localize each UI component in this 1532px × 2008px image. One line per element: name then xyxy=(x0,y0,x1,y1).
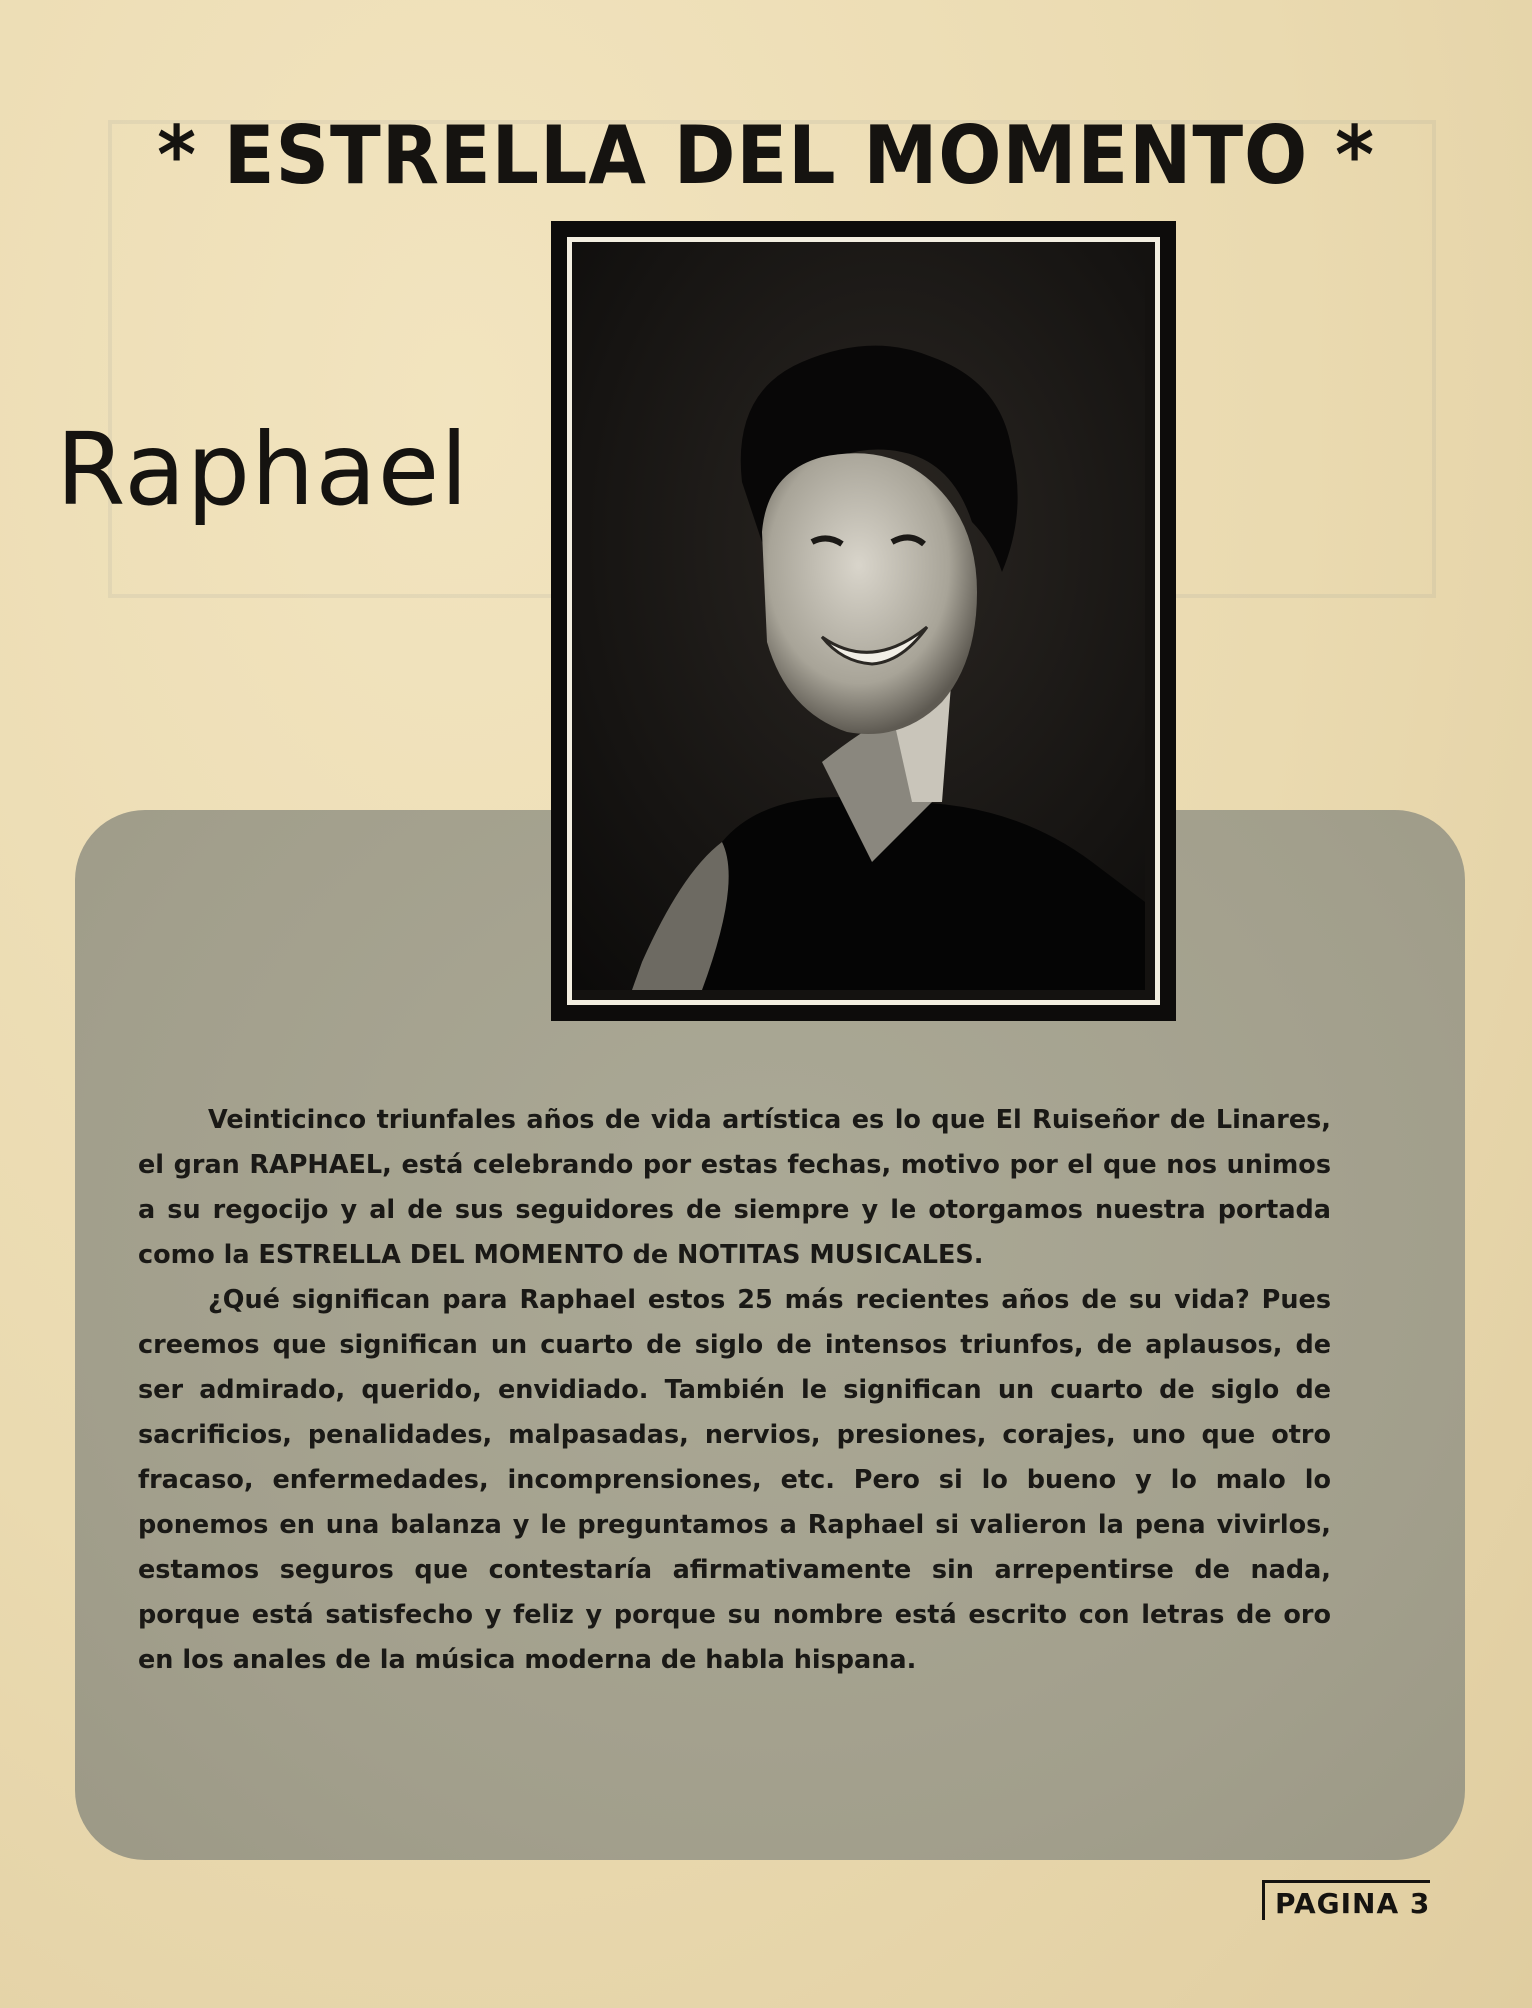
artist-name: Raphael xyxy=(56,411,470,528)
portrait-photo-frame xyxy=(551,221,1176,1021)
article-paragraph-1: Veinticinco triunfales años de vida artística es lo que El Ruiseñor de Linares, el gran RAPHAEL, está celebrando por estas fechas, motivo por el que nos unimos a su regocijo y al de sus seguidores de siempre y le otorgamos nuestra portada como la ESTRELLA DEL MOMENTO de NOTITAS MUSICALES. xyxy=(138,1105,1331,1270)
page-number-label: PAGINA 3 xyxy=(1262,1880,1430,1920)
article-paragraph-2: ¿Qué significan para Raphael estos 25 más recientes años de su vida? Pues creemos que significan un cuarto de siglo de intensos triunfos, de aplausos, de ser admirado, querido, envidiado. También le significan un cuarto de siglo de sacrificios, penalidades, malpasadas, nervios, presiones, corajes, uno que otro fracaso, enfermedades, incomprensiones, etc. Pero si lo bueno y lo malo lo ponemos en una balanza y le preguntamos a Raphael si valieron la pena vivirlos, estamos seguros que contestaría afirmativamente sin arrepentirse de nada, porque está satisfecho y feliz y porque su nombre está escrito con letras de oro en los anales de la música moderna de habla hispana. xyxy=(138,1285,1331,1675)
portrait-illustration xyxy=(572,242,1145,990)
article-body xyxy=(138,1098,1331,1683)
page-headline: * ESTRELLA DEL MOMENTO * xyxy=(157,108,1375,202)
portrait-photo xyxy=(567,237,1160,1005)
